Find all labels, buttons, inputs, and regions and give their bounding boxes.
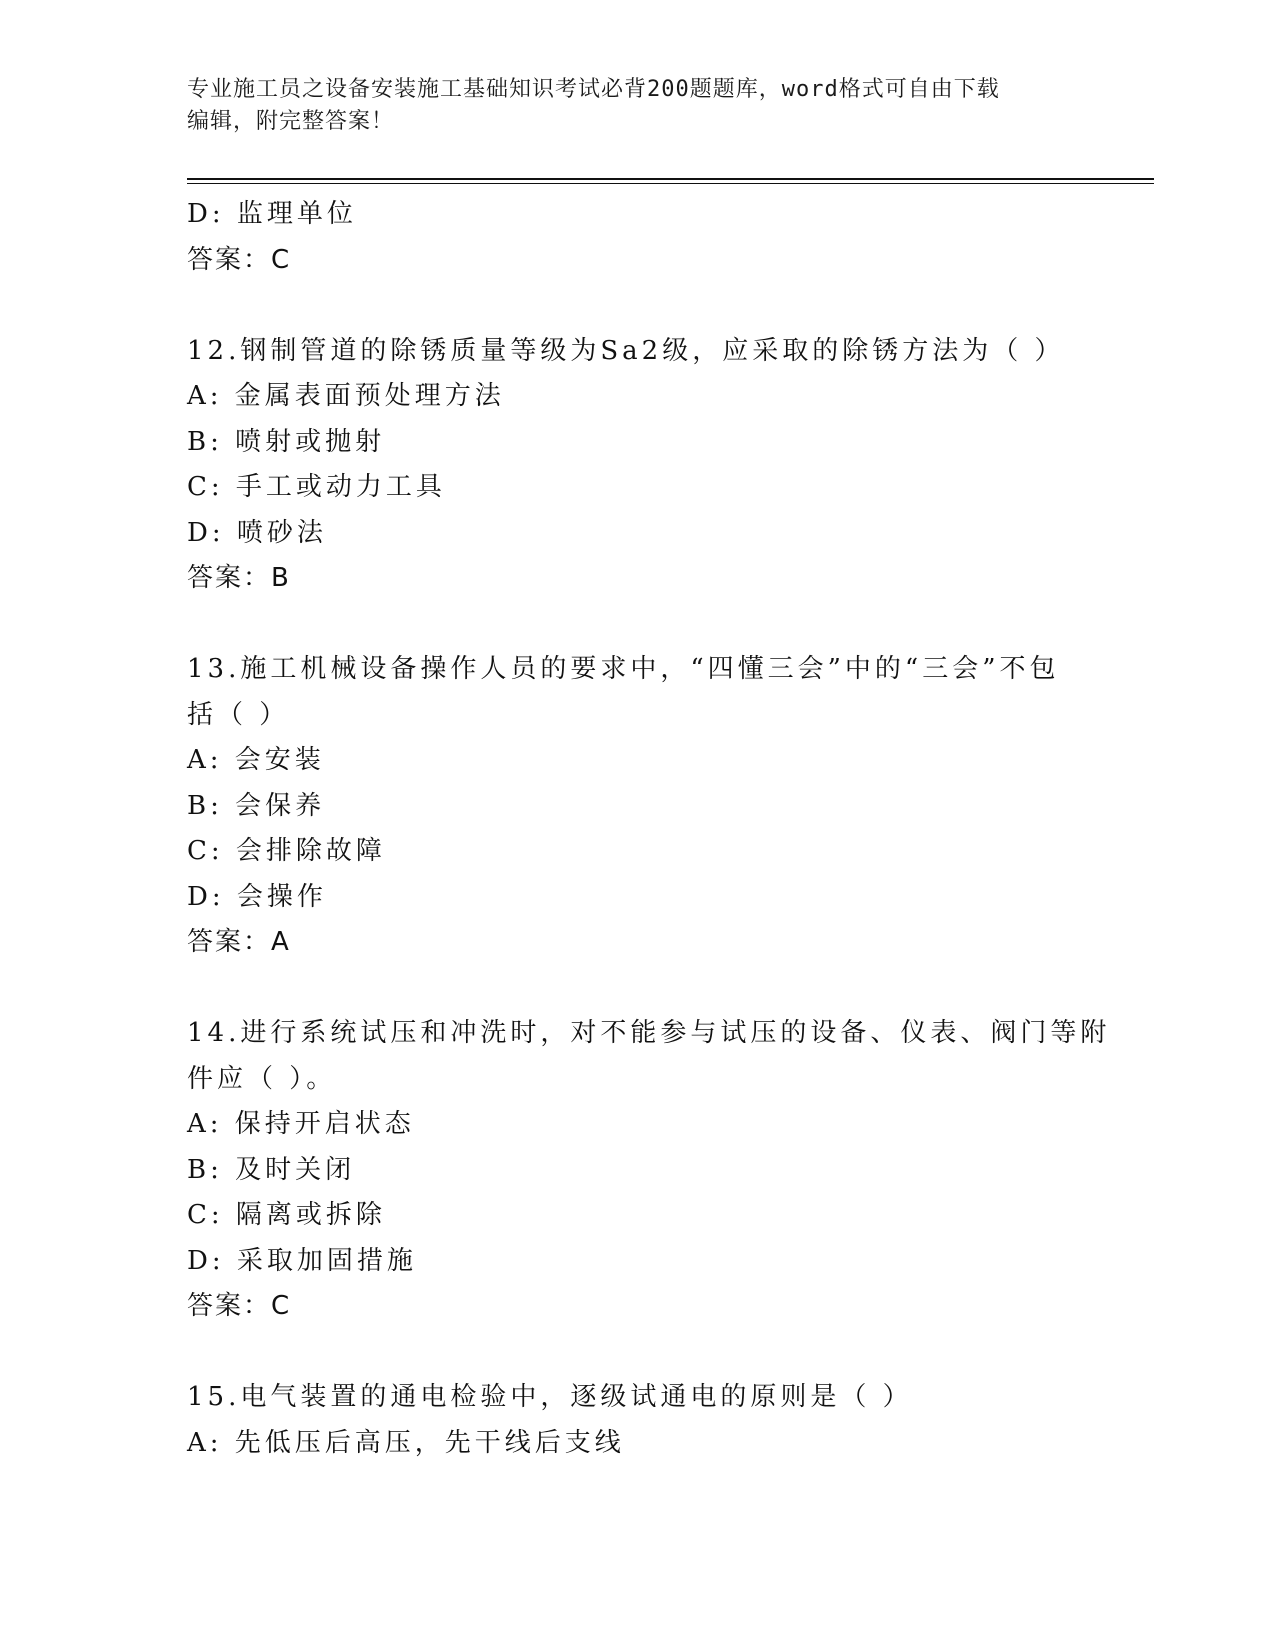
option-a: A: 保持开启状态	[187, 1109, 415, 1139]
answer: 答案：A	[187, 927, 291, 957]
spacer	[187, 966, 1087, 1012]
question-15	[187, 1375, 1087, 1466]
spacer	[187, 602, 1087, 648]
question-content	[187, 192, 1111, 1466]
option-a: A: 会安装	[187, 745, 325, 775]
header-rule-thin	[187, 183, 1154, 184]
header-line-1: 专业施工员之设备安装施工基础知识考试必背200题题库，word格式可自由下载	[187, 77, 1000, 102]
document-header	[187, 74, 1087, 138]
prev-answer: 答案：C	[187, 244, 292, 275]
question-stem: 12.钢制管道的除锈质量等级为Sa2级，应采取的除锈方法为（ ）	[187, 335, 1065, 366]
answer: 答案：B	[187, 563, 291, 593]
option-c: C: 手工或动力工具	[187, 472, 446, 502]
header-line-2: 编辑，附完整答案！	[187, 109, 395, 134]
option-a: A: 先低压后高压，先干线后支线	[187, 1427, 625, 1458]
option-d: D: 会操作	[187, 881, 327, 912]
prev-option-d: D: 监理单位	[187, 199, 357, 229]
option-d: D: 采取加固措施	[187, 1245, 417, 1276]
spacer	[187, 283, 1087, 329]
option-b: B: 会保养	[187, 790, 326, 821]
question-stem-line-2: 括（ ）	[187, 699, 290, 730]
option-d: D: 喷砂法	[187, 517, 327, 548]
option-b: B: 及时关闭	[187, 1154, 356, 1185]
question-stem-line-1: 14.进行系统试压和冲洗时，对不能参与试压的设备、仪表、阀门等附	[187, 1018, 1111, 1048]
header-rule-thick	[187, 178, 1154, 180]
spacer	[187, 1330, 1087, 1376]
question-stem: 15.电气装置的通电检验中，逐级试通电的原则是（ ）	[187, 1382, 913, 1412]
question-13	[187, 647, 1087, 966]
question-12	[187, 329, 1087, 602]
option-c: C: 隔离或拆除	[187, 1200, 386, 1230]
question-stem-line-2: 件应（ ）。	[187, 1063, 337, 1094]
option-c: C: 会排除故障	[187, 836, 386, 866]
question-stem-line-1: 13.施工机械设备操作人员的要求中，“四懂三会”中的“三会”不包	[187, 654, 1060, 684]
option-a: A: 金属表面预处理方法	[187, 381, 505, 411]
option-b: B: 喷射或抛射	[187, 426, 386, 457]
question-14	[187, 1011, 1111, 1330]
answer: 答案：C	[187, 1291, 292, 1321]
